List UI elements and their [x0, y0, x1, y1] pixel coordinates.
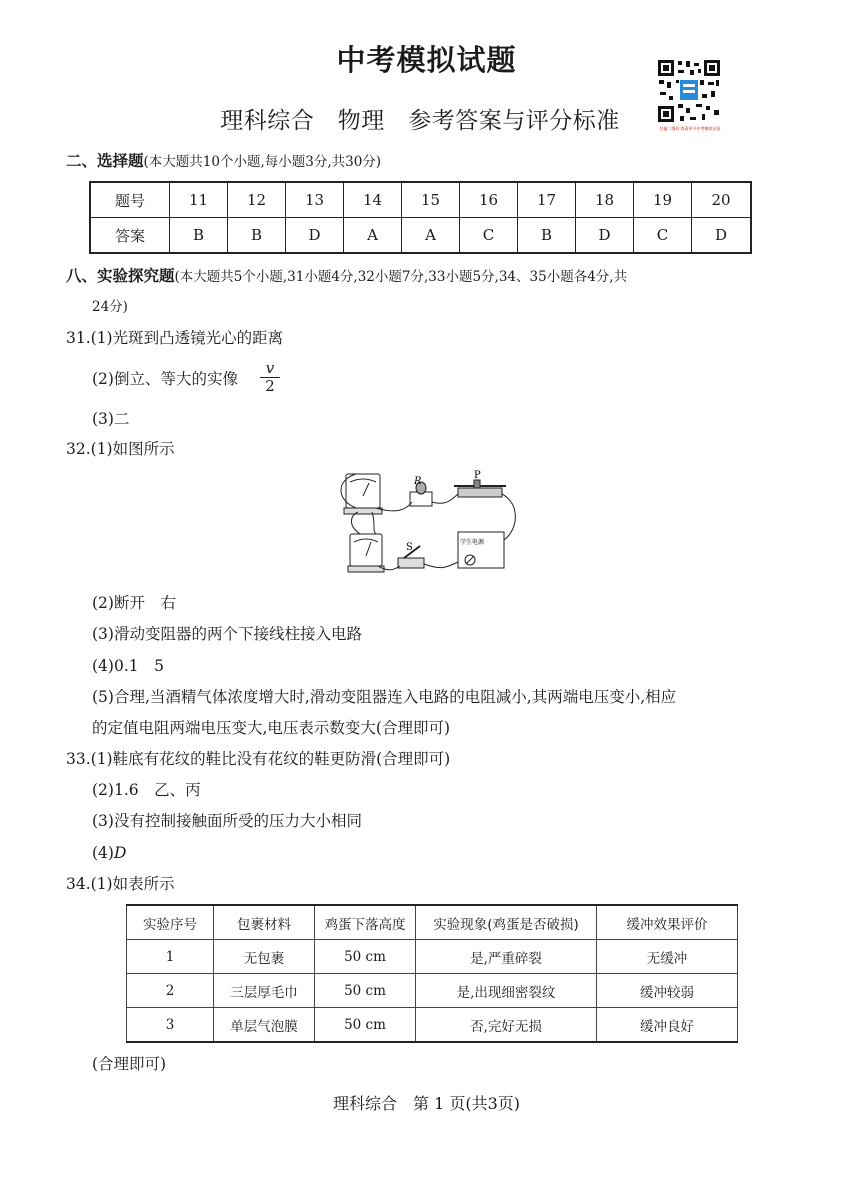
circuit-diagram — [336, 470, 528, 582]
section-8-title: 八、实验探究题 — [66, 267, 175, 285]
power-supply — [458, 532, 504, 568]
answer-cell: C — [460, 218, 518, 254]
label-r: R — [414, 476, 422, 487]
qr-code-icon[interactable] — [656, 58, 722, 124]
question-number-cell: 13 — [286, 182, 344, 218]
table-cell: 3 — [127, 1008, 214, 1043]
experiment-table — [126, 904, 738, 1043]
question-number-cell: 19 — [634, 182, 692, 218]
page-footer: 理科综合 第 1 页(共3页) — [332, 1094, 521, 1113]
q32-part3: (3)滑动变阻器的两个下接线柱接入电路 — [92, 625, 362, 643]
question-number-cell: 15 — [402, 182, 460, 218]
row-label-number: 题号 — [90, 182, 170, 218]
table-cell: 无缓冲 — [597, 940, 738, 974]
table-row — [127, 940, 738, 974]
q31-part2: (2)倒立、等大的实像 — [92, 370, 238, 388]
answer-cell: D — [692, 218, 752, 254]
answer-cell: B — [170, 218, 228, 254]
q31-part1: 31.(1)光斑到凸透镜光心的距离 — [66, 329, 284, 347]
answer-cell: A — [402, 218, 460, 254]
section-8-heading — [66, 266, 627, 287]
question-number-cell: 11 — [170, 182, 228, 218]
q33-part2: (2)1.6 乙、丙 — [92, 781, 201, 799]
qr-caption: 扫描二维码 查看更多中考模拟试卷 — [659, 126, 721, 131]
question-number-cell: 12 — [228, 182, 286, 218]
section-8-note-1: (本大题共5个小题,31小题4分,32小题7分,33小题5分,34、35小题各4分,共 — [174, 269, 628, 285]
q33-part4-answer: D — [113, 844, 127, 862]
question-number-cell: 18 — [576, 182, 634, 218]
table-cell: 缓冲良好 — [597, 1008, 738, 1043]
q32-part5-line2: 的定值电阻两端电压变大,电压表示数变大(合理即可) — [92, 719, 451, 737]
q32-part1: 32.(1)如图所示 — [66, 440, 175, 458]
answer-cell: B — [518, 218, 576, 254]
q32-part2: (2)断开 右 — [92, 594, 176, 612]
q33-part3: (3)没有控制接触面所受的压力大小相同 — [92, 812, 362, 830]
fraction-v-over-2 — [260, 360, 280, 395]
column-header: 包裹材料 — [214, 905, 315, 940]
row-label-answer: 答案 — [90, 218, 170, 254]
table-cell: 50 cm — [315, 1008, 416, 1043]
table-cell: 缓冲较弱 — [597, 974, 738, 1008]
table-cell: 是,严重碎裂 — [416, 940, 597, 974]
section-8-note-2: 24分) — [92, 299, 128, 315]
section-2-heading — [66, 151, 381, 172]
q34-footnote: (合理即可) — [92, 1055, 167, 1073]
page-title: 中考模拟试题 — [336, 43, 517, 77]
q33-part4-prefix: (4) — [92, 844, 114, 862]
column-header: 缓冲效果评价 — [597, 905, 738, 940]
question-number-cell: 14 — [344, 182, 402, 218]
section-2-note: (本大题共10个小题,每小题3分,共30分) — [143, 154, 382, 170]
q32-part4: (4)0.1 5 — [92, 657, 164, 675]
question-number-cell: 16 — [460, 182, 518, 218]
table-cell: 三层厚毛巾 — [214, 974, 315, 1008]
table-row — [90, 218, 751, 254]
label-power-supply: 学生电源 — [460, 539, 485, 546]
table-cell: 单层气泡膜 — [214, 1008, 315, 1043]
table-cell: 50 cm — [315, 974, 416, 1008]
answer-cell: D — [576, 218, 634, 254]
table-cell: 2 — [127, 974, 214, 1008]
q32-part5-line1: (5)合理,当酒精气体浓度增大时,滑动变阻器连入电路的电阻减小,其两端电压变小,相应 — [92, 688, 677, 706]
table-cell: 否,完好无损 — [416, 1008, 597, 1043]
section-2-title: 二、选择题 — [66, 152, 144, 170]
label-p: P — [474, 470, 481, 481]
answer-cell: A — [344, 218, 402, 254]
table-header-row — [127, 905, 738, 940]
switch-s — [398, 558, 424, 568]
column-header: 鸡蛋下落高度 — [315, 905, 416, 940]
q34-part1: 34.(1)如表所示 — [66, 875, 175, 893]
page-subtitle: 理科综合 物理 参考答案与评分标准 — [220, 108, 620, 134]
choice-answer-table — [89, 181, 752, 254]
question-number-cell: 20 — [692, 182, 752, 218]
column-header: 实验现象(鸡蛋是否破损) — [416, 905, 597, 940]
q33-part1: 33.(1)鞋底有花纹的鞋比没有花纹的鞋更防滑(合理即可) — [66, 750, 451, 768]
question-number-cell: 17 — [518, 182, 576, 218]
q33-part4 — [92, 843, 126, 863]
column-header: 实验序号 — [127, 905, 214, 940]
table-cell: 是,出现细密裂纹 — [416, 974, 597, 1008]
label-s: S — [406, 542, 413, 553]
answer-cell: D — [286, 218, 344, 254]
answer-cell: B — [228, 218, 286, 254]
table-cell: 无包裹 — [214, 940, 315, 974]
table-row — [127, 974, 738, 1008]
q31-part3: (3)二 — [92, 410, 130, 428]
table-row — [127, 1008, 738, 1043]
answer-cell: C — [634, 218, 692, 254]
table-row — [90, 182, 751, 218]
table-cell: 1 — [127, 940, 214, 974]
fraction-denominator: 2 — [265, 377, 275, 395]
rheostat — [458, 488, 502, 497]
fraction-numerator: v — [260, 360, 280, 378]
table-cell: 50 cm — [315, 940, 416, 974]
